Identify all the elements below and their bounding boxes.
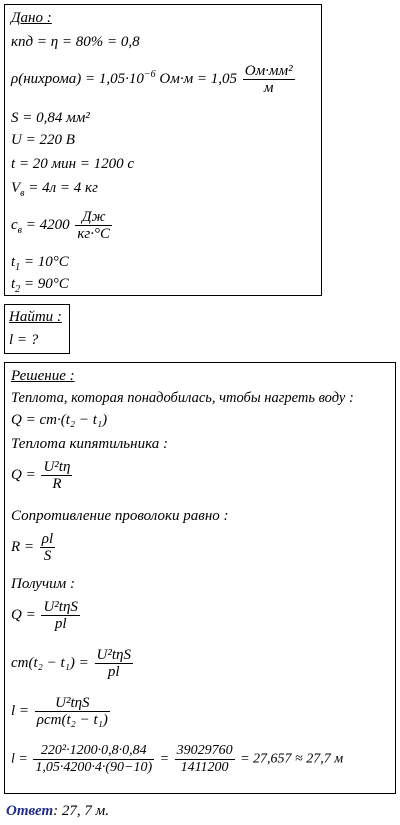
resistance-text: Сопротивление проволоки равно : <box>11 508 229 524</box>
efficiency-line: кпд = η = 80% = 0,8 <box>11 34 140 50</box>
boiler-heat-formula: Q = $\frac{\text{U²tη}}{R}$ <box>11 459 71 492</box>
combined-q-formula: Q = $\frac{\text{U²tηS}}{pl}$ <box>11 599 78 632</box>
time-line: t = 20 мин = 1200 с <box>11 156 135 172</box>
t1-line: $t_1 = 10^\circ C$ <box>11 254 69 273</box>
find-box <box>4 304 70 354</box>
boiler-heat-text: Теплота кипятильника : <box>11 436 168 452</box>
water-heat-formula: Q = cm·(t₂ − t₁) <box>11 412 108 428</box>
cross-section-line: S = 0,84 мм² <box>11 110 90 126</box>
resistance-formula: R = $\frac{\rho l}{S}$ <box>11 531 54 564</box>
solution-heading: Решение : <box>11 368 75 384</box>
resistivity-line: ρ(нихрома) = $1,05\cdot 10^{-6}$ Ом·м = 1,05 $\frac{\text{Ом·мм²}}{м}$ <box>11 63 293 96</box>
voltage-line: U = 220 В <box>11 132 75 148</box>
heat-needed-text: Теплота, которая понадобилась, чтобы нагреть воду : <box>11 390 354 406</box>
length-formula: l = $\frac{\text{U²tηS}}{\text{ρcm(t₂ − t₁)}}$ <box>11 695 108 728</box>
given-heading: Дано : <box>11 10 52 26</box>
solution-box <box>4 362 396 794</box>
t2-line: $t_2 = 90^\circ C$ <box>11 276 69 295</box>
resistivity-unit-fraction: $\frac{\text{Ом·мм²}}{м}$ <box>244 63 293 96</box>
equation-formula: cm(t₂ − t₁) = $\frac{\text{U²tηS}}{pl}$ <box>11 647 131 680</box>
heat-capacity-unit-fraction: $\frac{Дж}{кг\cdot^\circ C}$ <box>77 209 111 242</box>
answer-label: Ответ <box>6 803 54 819</box>
find-heading: Найти : <box>9 309 62 325</box>
answer-line <box>6 803 109 820</box>
answer-value: : 27, 7 м. <box>53 803 109 819</box>
find-item: l = ? <box>9 332 39 348</box>
obtain-text: Получим : <box>11 576 75 592</box>
volume-line: $V_в = 4л = 4$ кг <box>11 180 98 199</box>
heat-capacity-line: $c_в = 4200$ $\frac{Дж}{кг\cdot^\circ C}$ <box>11 209 111 242</box>
given-box <box>4 4 322 296</box>
calculation-formula: l = $\frac{\text{220²·1200·0,8·0,84}}{1,05\cdot 4200\cdot 4\cdot(90-10)}$ = $\frac{39029760}{1411200}$ = 27,657 ≈ 27,7 м <box>11 743 344 775</box>
